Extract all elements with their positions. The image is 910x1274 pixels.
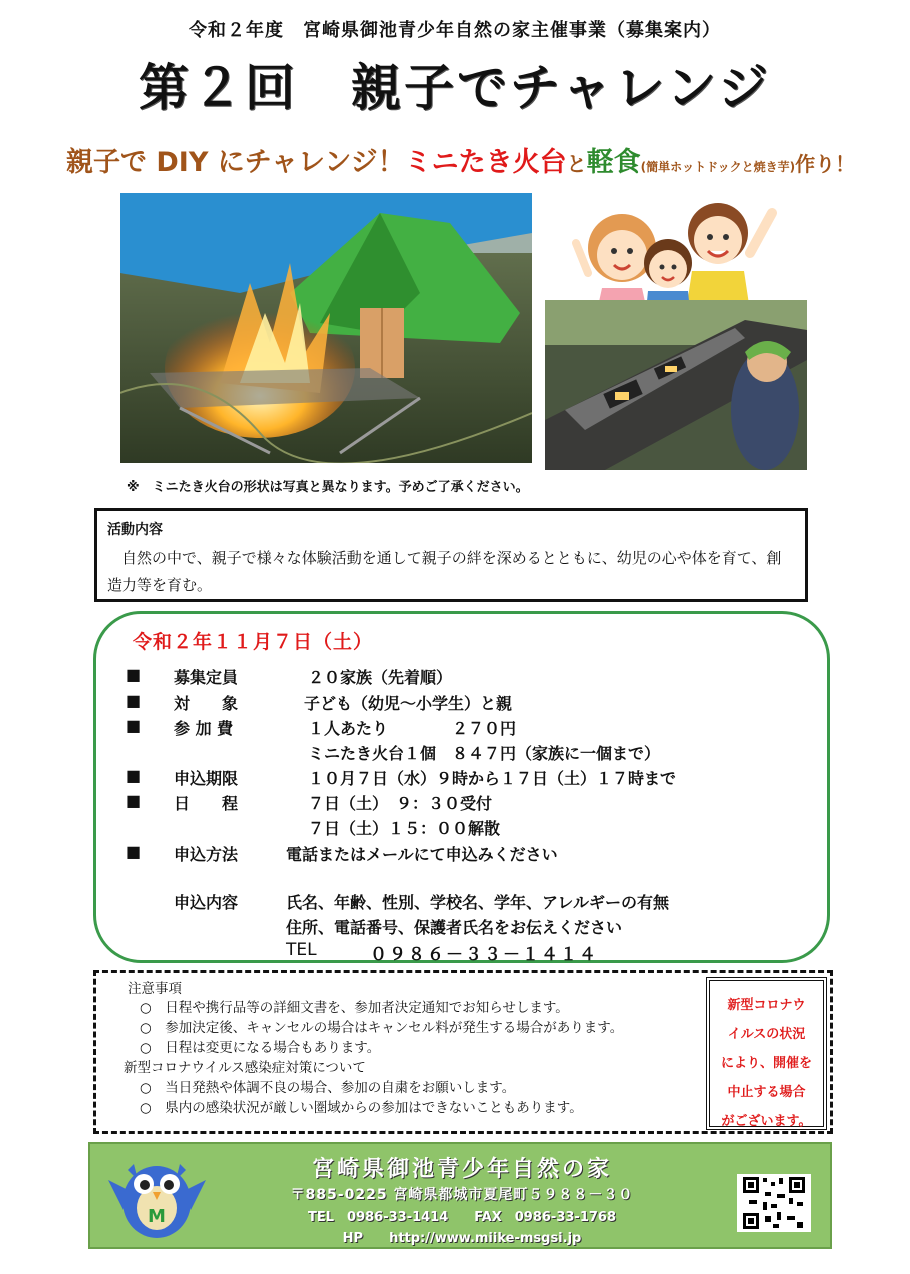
content-value-2: 住所、電話番号、保護者氏名をお伝えください	[286, 918, 623, 937]
qr-code[interactable]	[737, 1174, 811, 1232]
photo-disclaimer: ※ ミニたき火台の形状は写真と異なります。予めご了承ください。	[127, 480, 529, 495]
schedule-dismissal: ７日（土）１５：００解散	[308, 819, 501, 838]
tagline-diy: 親子で DIY にチャレンジ！	[66, 147, 405, 178]
fee-label: 参 加 費	[174, 719, 234, 738]
bullet-icon: ■	[126, 842, 142, 861]
tagline-fire-pit: ミニたき火台	[404, 147, 567, 178]
tagline-make: 作り！	[795, 152, 856, 176]
corona-warning-line: がございます。	[721, 1114, 812, 1129]
note-item: ○ 参加決定後、キャンセルの場合はキャンセル料が発生する場合があります。	[140, 1020, 624, 1036]
target-value: 子ども（幼児～小学生）と親	[304, 694, 513, 713]
note-item: ○ 日程や携行品等の詳細文書を、参加者決定通知でお知らせします。	[140, 1000, 569, 1016]
facility-name: 宮崎県御池青少年自然の家	[311, 1157, 612, 1182]
bullet-icon: ■	[126, 665, 142, 684]
target-label: 対 象	[174, 694, 239, 713]
fee-value-kit: ミニたき火台１個 ８４７円（家族に一個まで）	[308, 744, 661, 763]
schedule-reception: ７日（土） ９：３０受付	[308, 794, 493, 813]
capacity-value: ２０家族（先着順）	[308, 668, 453, 687]
method-value: 電話またはメールにて申込みください	[286, 845, 558, 864]
event-date: 令和２年１１月７日（土）	[133, 631, 374, 653]
page-title: 第２回 親子でチャレンジ	[139, 59, 771, 117]
bullet-icon: ■	[126, 716, 142, 735]
schedule-label: 日 程	[174, 794, 239, 813]
note-item: ○ 日程は変更になる場合もあります。	[140, 1040, 381, 1056]
corona-warning-line: 新型コロナウ	[727, 998, 806, 1013]
bbq-grill-photo	[545, 300, 807, 470]
tel-label: TEL	[286, 940, 317, 960]
content-value-1: 氏名、年齢、性別、学校名、学年、アレルギーの有無	[286, 893, 669, 912]
content-label: 申込内容	[174, 893, 239, 912]
corona-item: ○ 当日発熱や体調不良の場合、参加の自粛をお願いします。	[140, 1080, 516, 1096]
deadline-label: 申込期限	[174, 769, 239, 788]
bullet-icon: ■	[126, 691, 142, 710]
notes-heading: 注意事項	[128, 981, 182, 997]
corona-warning-line: により、開催を	[720, 1056, 812, 1071]
tagline	[66, 140, 886, 179]
owl-mascot-logo	[98, 1150, 216, 1242]
activity-body: 自然の中で、親子で様々な体験活動を通して親子の絆を深めるとともに、幼児の心や体を育て、創造力等を育む。	[107, 549, 782, 594]
activity-heading: 活動内容	[107, 522, 163, 538]
tel-number[interactable]: ０９８６－３３－１４１４	[370, 945, 598, 965]
method-label: 申込方法	[174, 845, 239, 864]
tagline-and: と	[566, 152, 587, 176]
deadline-value: １０月７日（水）９時から１７日（土）１７時まで	[308, 769, 677, 788]
owl-logo-letter: M	[148, 1206, 166, 1227]
header-subtitle: 令和２年度 宮崎県御池青少年自然の家主催事業（募集案内）	[189, 20, 721, 41]
facility-contact: TEL 0986-33-1414 FAX 0986-33-1768	[308, 1210, 616, 1225]
tagline-menu: (簡単ホットドックと焼き芋)	[640, 160, 796, 174]
facility-address: 〒885-0225 宮崎県都城市夏尾町５９８８－３０	[290, 1187, 634, 1203]
bullet-icon: ■	[126, 791, 142, 810]
corona-warning-line: 中止する場合	[727, 1085, 806, 1100]
fee-value-person: １人あたり ２７０円	[308, 719, 517, 738]
corona-warning-box	[706, 977, 827, 1130]
corona-heading: 新型コロナウイルス感染症対策について	[124, 1060, 366, 1076]
corona-item: ○ 県内の感染状況が厳しい圏域からの参加はできないこともあります。	[140, 1100, 583, 1116]
bullet-icon: ■	[126, 766, 142, 785]
family-illustration	[572, 193, 782, 311]
campfire-photo	[120, 193, 532, 463]
activity-box	[94, 508, 808, 602]
facility-homepage[interactable]: HP http://www.miike-msgsi.jp	[342, 1231, 582, 1246]
tagline-snack: 軽食	[586, 147, 641, 178]
corona-warning-line: イルスの状況	[727, 1027, 806, 1042]
capacity-label: 募集定員	[174, 668, 239, 687]
